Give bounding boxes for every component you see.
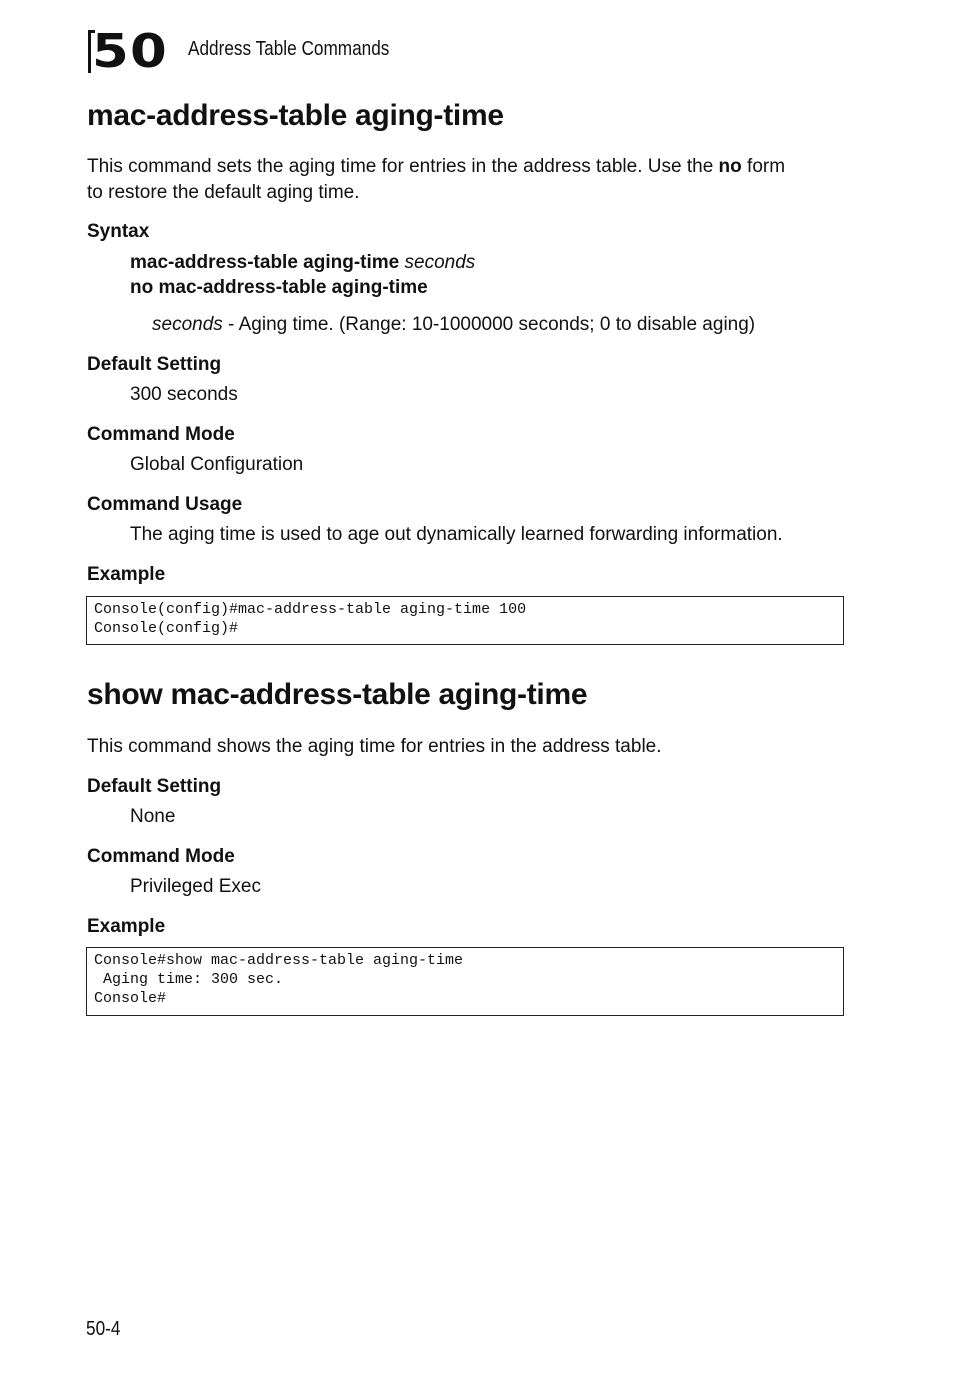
syntax-line-2: no mac-address-table aging-time (130, 277, 428, 298)
command-mode-heading: Command Mode (87, 846, 235, 867)
example-code-block: Console#show mac-address-table aging-time Aging time: 300 sec. Console# (86, 947, 844, 1016)
section2-intro: This command shows the aging time for entries in the address table. (87, 736, 662, 757)
section-title-show-aging-time: show mac-address-table aging-time (87, 678, 588, 711)
default-setting-heading: Default Setting (87, 354, 222, 375)
command-mode-heading: Command Mode (87, 424, 235, 445)
section-title-aging-time: mac-address-table aging-time (87, 99, 504, 132)
chapter-number: 50 (92, 24, 168, 78)
syntax-line-1: mac-address-table aging-time seconds (130, 252, 476, 273)
default-setting-heading: Default Setting (87, 776, 222, 797)
command-mode-value: Global Configuration (130, 454, 304, 475)
syntax-heading: Syntax (87, 221, 150, 242)
parameter-description: seconds - Aging time. (Range: 10-1000000 seconds; 0 to disable aging) (152, 314, 756, 335)
command-usage-value: The aging time is used to age out dynamically learned forwarding information. (130, 524, 783, 545)
command-mode-value: Privileged Exec (130, 876, 261, 897)
chapter-title: Address Table Commands (188, 38, 390, 60)
example-code-block: Console(config)#mac-address-table aging-time 100 Console(config)# (86, 596, 844, 645)
example-heading: Example (87, 564, 166, 585)
command-usage-heading: Command Usage (87, 494, 243, 515)
page-number: 50-4 (86, 1318, 121, 1340)
default-setting-value: 300 seconds (130, 384, 238, 405)
default-setting-value: None (130, 806, 176, 827)
example-heading: Example (87, 916, 166, 937)
section1-intro: This command sets the aging time for entries in the address table. Use the no form to restore the default aging time. (87, 156, 786, 203)
